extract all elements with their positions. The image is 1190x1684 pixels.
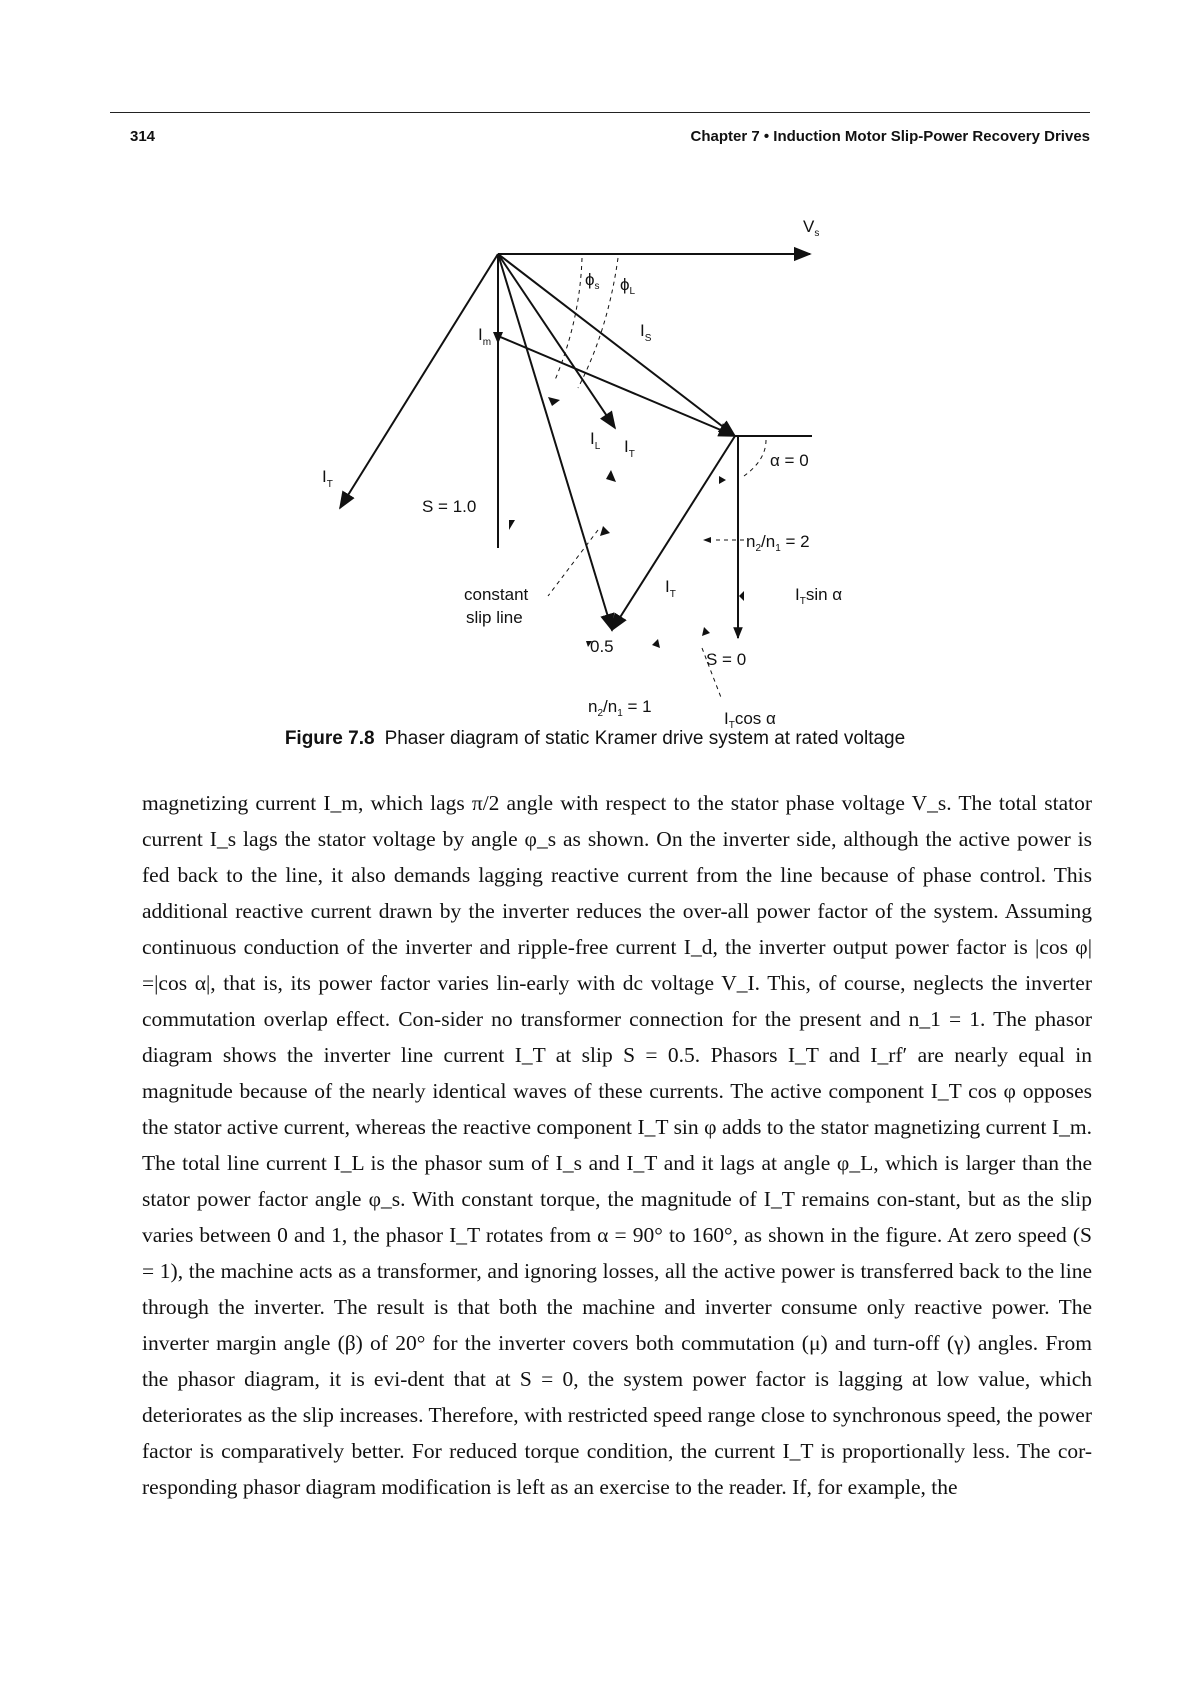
is-phasor [498, 254, 735, 436]
locus-arrow-3 [600, 526, 610, 536]
slip-line-label: slip line [466, 608, 523, 627]
page-number: 314 [130, 128, 156, 145]
it-phasor-top [498, 336, 735, 436]
phi-s-label: $\phi_s$ [585, 270, 600, 292]
locus-arrow-2 [606, 470, 616, 482]
locus-arrow-9 [702, 627, 710, 636]
figure-number: Figure 7.8 [284, 728, 375, 749]
it-lower-label: $I_T$ [665, 577, 676, 600]
phasor-diagram-figure [0, 0, 1190, 760]
locus-arrow-8 [652, 639, 660, 648]
s-zero-label: S = 0 [706, 650, 747, 669]
half-slip-label: 0.5 [590, 637, 614, 656]
body-paragraph-text: magnetizing current I_m, which lags π/2 angle with respect to the stator phase voltage V_s. The total stator current I_s lags the stator voltage by angle φ_s as shown. On the inverter side, although the active power is fed back to the line, it also demands lagging reactive current from the line because of phase control. This additional reactive current drawn by the inverter reduces the over-all power factor of the system. Assuming continuous conduction of the inverter and ripple-free current I_d, the inverter output power factor is |cos φ| =|cos α|, that is, its power factor varies lin-early with dc voltage V_I. This, of course, neglects the inverter commutation overlap effect. Con-sider no transformer connection for the present and n_1 = 1. The phasor diagram shows the inverter line current I_T at slip S = 0.5. Phasors I_T and I_rf′ are nearly equal in magnitude because of the nearly identical waves of these currents. The active component I_T cos φ opposes the stator active current, whereas the reactive component I_T sin φ adds to the stator magnetizing current I_m. The total line current I_L is the phasor sum of I_s and I_T and it lags at angle φ_L, which is larger than the stator power factor angle φ_s. With constant torque, the magnitude of I_T remains con-stant, but as the slip varies between 0 and 1, the phasor I_T rotates from α = 90° to 160°, as shown in the figure. At zero speed (S = 1), the machine acts as a transformer, and ignoring losses, all the active power is transferred back to the line through the inverter. The result is that both the machine and inverter consume only reactive power. The inverter margin angle (β) of 20° for the inverter covers both commutation (μ) and turn-off (γ) angles. From the phasor diagram, it is evi-dent that at S = 0, the system power factor is lagging at low value, which deteriorates as the slip increases. Therefore, with restricted speed range close to synchronous speed, the power factor is comparatively better. For reduced torque condition, the current I_T is proportionally less. The cor-responding phasor diagram modification is left as an exercise to the reader. If, for example, the [142, 791, 1092, 1499]
vs-label: $V_s$ [803, 217, 820, 239]
locus-arrow-5 [719, 476, 726, 484]
it-left-label: $I_T$ [322, 467, 333, 490]
phasor-diagram [0, 0, 1190, 760]
running-head: Chapter 7 • Induction Motor Slip-Power Recovery Drives [690, 128, 1090, 145]
alpha-zero-label: α = 0 [770, 451, 809, 470]
is-label: $I_S$ [640, 321, 652, 344]
alpha-arc [744, 440, 766, 476]
it-phasor-s1 [340, 254, 498, 508]
il-label: $I_L$ [590, 429, 601, 452]
it-upper-label: $I_T$ [624, 437, 635, 460]
figure-caption-text: Phaser diagram of static Kramer drive system at rated voltage [384, 728, 906, 749]
im-label: $I_m$ [478, 325, 492, 348]
it-sin-alpha-label: $I_T\sin$ α [795, 585, 843, 607]
it-cos-alpha-label: $I_T\cos$ α [724, 709, 776, 731]
body-paragraph [142, 785, 1092, 1505]
constant-label: constant [464, 585, 529, 604]
n-ratio-2-label: $n_2/n_1 = 2$ [746, 532, 810, 554]
phi-l-arc [578, 258, 618, 388]
it-phasor-half [612, 436, 735, 630]
s-one-label: S = 1.0 [422, 497, 477, 516]
constant-slip-line [548, 530, 598, 596]
locus-arrow-6 [703, 537, 711, 543]
locus-arrow-7 [739, 591, 744, 601]
locus-arrow-4 [509, 520, 515, 530]
phi-l-label: $\phi_L$ [620, 275, 636, 297]
n-ratio-1-label: $n_2/n_1 = 1$ [588, 697, 652, 719]
locus-arrow-1 [548, 397, 560, 406]
figure-caption [0, 728, 1190, 750]
